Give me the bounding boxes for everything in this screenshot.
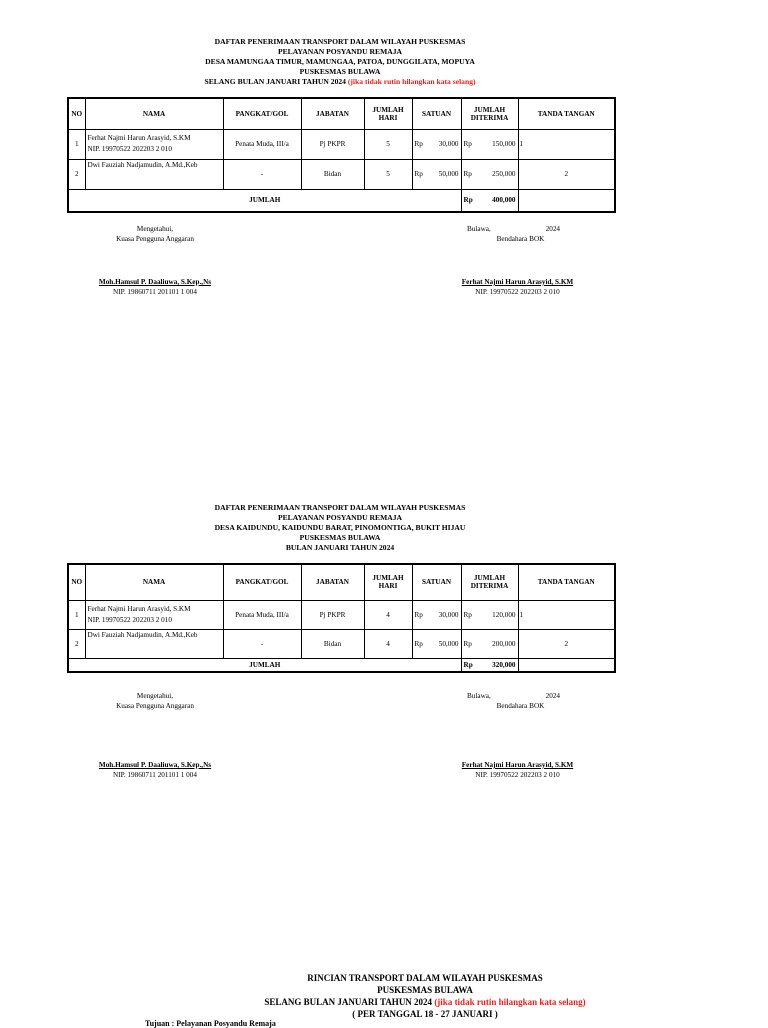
row-name-cell [85,159,223,189]
sign-nip: NIP. 19860711 201101 1 004 [113,771,197,779]
row-satuan: Rp 30,000 [412,600,461,629]
row-diterima: Rp 200,000 [461,629,518,658]
row-name: Ferhat Najmi Harun Arasyid, S.KM [87,604,191,613]
row-jabatan: Bidan [301,629,364,658]
sign-nip: NIP. 19970522 202203 2 010 [475,288,560,296]
row-no: 1 [68,600,85,629]
sign-role: Bendahara BOK [496,702,545,710]
section1-title2: PELAYANAN POSYANDU REMAJA [277,47,403,56]
section1-total-row [68,189,615,212]
section2-table [67,563,616,673]
sign-place: Bulawa, [467,225,491,233]
row-nip: NIP. 19970522 202203 2 010 [87,615,172,624]
col-satuan: SATUAN [412,98,461,129]
row-hari: 5 [364,159,412,189]
row-pangkat: - [223,629,301,658]
row-ttd: 2 [518,629,615,658]
section3-title4: ( PER TANGGAL 18 - 27 JANUARI ) [352,1009,498,1019]
section1-left-sign [95,224,215,297]
col-jabatan: JABATAN [301,564,364,600]
total-value: Rp 400,000 [461,189,518,212]
sign-name: Ferhat Najmi Harun Arasyid, S.KM [461,278,574,286]
section2-title5: BULAN JANUARI TAHUN 2024 [285,543,395,552]
section3-header [210,972,640,1020]
sign-l1: Mengetahui, [136,225,174,233]
row-ttd: 1 [518,129,615,159]
total-label: JUMLAH [68,658,461,672]
row-ttd: 2 [518,159,615,189]
sign-nip: NIP. 19860711 201101 1 004 [113,288,197,296]
section1-title5-note: (jika tidak rutin hilangkan kata selang) [347,77,476,86]
total-value: Rp 320,000 [461,658,518,672]
section1-header-row [68,98,615,129]
sign-nip: NIP. 19970522 202203 2 010 [475,771,560,779]
table-row [68,159,615,189]
row-hari: 4 [364,600,412,629]
row-satuan: Rp 50,000 [412,159,461,189]
row-name-cell [85,600,223,629]
sign-name: Moh.Hamsul P. Daaliuwa, S.Kep.,Ns [98,278,212,286]
section2-header [60,503,620,553]
row-satuan: Rp 50,000 [412,629,461,658]
row-pangkat: - [223,159,301,189]
table-row [68,629,615,658]
row-pangkat: Penata Muda, III/a [223,600,301,629]
row-diterima: Rp 120,000 [461,600,518,629]
row-no: 2 [68,159,85,189]
total-empty [518,189,615,212]
col-jumlah-hari: JUMLAH HARI [364,98,412,129]
row-name: Dwi Fauziah Nadjamudin, A.Md.,Keb [87,160,198,169]
sign-place: Bulawa, [467,692,491,700]
row-no: 1 [68,129,85,159]
section3-title3: SELANG BULAN JANUARI TAHUN 2024 (jika tidak rutin hilangkan kata selang) [264,997,586,1007]
section2-title3: DESA KAIDUNDU, KAIDUNDU BARAT, PINOMONTIGA, BUKIT HIJAU [214,523,466,532]
sign-l1: Mengetahui, [136,692,174,700]
total-empty [518,658,615,672]
col-nama: NAMA [85,98,223,129]
row-diterima: Rp 250,000 [461,159,518,189]
col-pangkat: PANGKAT/GOL [223,98,301,129]
sign-l2: Kuasa Pengguna Anggaran [116,235,194,243]
col-tanda-tangan: TANDA TANGAN [518,564,615,600]
sign-name: Moh.Hamsul P. Daaliuwa, S.Kep.,Ns [98,761,212,769]
col-satuan: SATUAN [412,564,461,600]
col-jumlah-hari: JUMLAH HARI [364,564,412,600]
col-jumlah-diterima: JUMLAH DITERIMA [461,564,518,600]
col-tanda-tangan: TANDA TANGAN [518,98,615,129]
row-hari: 5 [364,129,412,159]
row-name-cell [85,629,223,658]
col-no: NO [68,564,85,600]
row-satuan: Rp 30,000 [412,129,461,159]
col-nama: NAMA [85,564,223,600]
table-row [68,600,615,629]
table-row [68,129,615,159]
col-pangkat: PANGKAT/GOL [223,564,301,600]
row-jabatan: Bidan [301,159,364,189]
section1-table [67,97,616,213]
row-no: 2 [68,629,85,658]
row-jabatan: Pj PKPR [301,129,364,159]
section3-title2: PUSKESMAS BULAWA [377,985,473,995]
section1-right-sign [455,224,580,297]
col-jabatan: JABATAN [301,98,364,129]
col-jumlah-diterima: JUMLAH DITERIMA [461,98,518,129]
section2-header-row [68,564,615,600]
sign-role: Bendahara BOK [496,235,545,243]
col-no: NO [68,98,85,129]
total-label: JUMLAH [68,189,461,212]
row-pangkat: Penata Muda, III/a [223,129,301,159]
row-hari: 4 [364,629,412,658]
row-name-cell [85,129,223,159]
row-nip: NIP. 19970522 202203 2 010 [87,145,172,153]
section3-title3-note: (jika tidak rutin hilangkan kata selang) [434,997,586,1007]
section2-title1: DAFTAR PENERIMAAN TRANSPORT DALAM WILAYAH PUSKESMAS [214,503,466,512]
section1-title5: SELANG BULAN JANUARI TAHUN 2024 (jika tidak rutin hilangkan kata selang) [204,77,476,86]
row-name: Dwi Fauziah Nadjamudin, A.Md.,Keb [87,630,198,639]
section2-title2: PELAYANAN POSYANDU REMAJA [277,513,403,522]
row-ttd: 1 [518,600,615,629]
row-diterima: Rp 150,000 [461,129,518,159]
section3-title1: RINCIAN TRANSPORT DALAM WILAYAH PUSKESMAS [307,973,543,983]
sign-l2: Kuasa Pengguna Anggaran [116,702,194,710]
section3-cut-text: Tujuan : Pelayanan Posyandu Remaja [145,1019,276,1028]
section2-left-sign [95,691,215,780]
sign-name: Ferhat Najmi Harun Arasyid, S.KM [461,761,574,769]
section1-header [60,37,620,87]
sign-year: 2024 [545,225,560,233]
section2-total-row [68,658,615,672]
section2-title4: PUSKESMAS BULAWA [299,533,381,542]
section1-title1: DAFTAR PENERIMAAN TRANSPORT DALAM WILAYAH PUSKESMAS [214,37,466,46]
section1-title3: DESA MAMUNGAA TIMUR, MAMUNGAA, PATOA, DUNGGILATA, MOPUYA [205,57,475,66]
row-name: Ferhat Najmi Harun Arasyid, S.KM [87,134,191,142]
sign-year: 2024 [545,692,560,700]
section2-right-sign [455,691,580,780]
row-jabatan: Pj PKPR [301,600,364,629]
section1-title4: PUSKESMAS BULAWA [299,67,381,76]
